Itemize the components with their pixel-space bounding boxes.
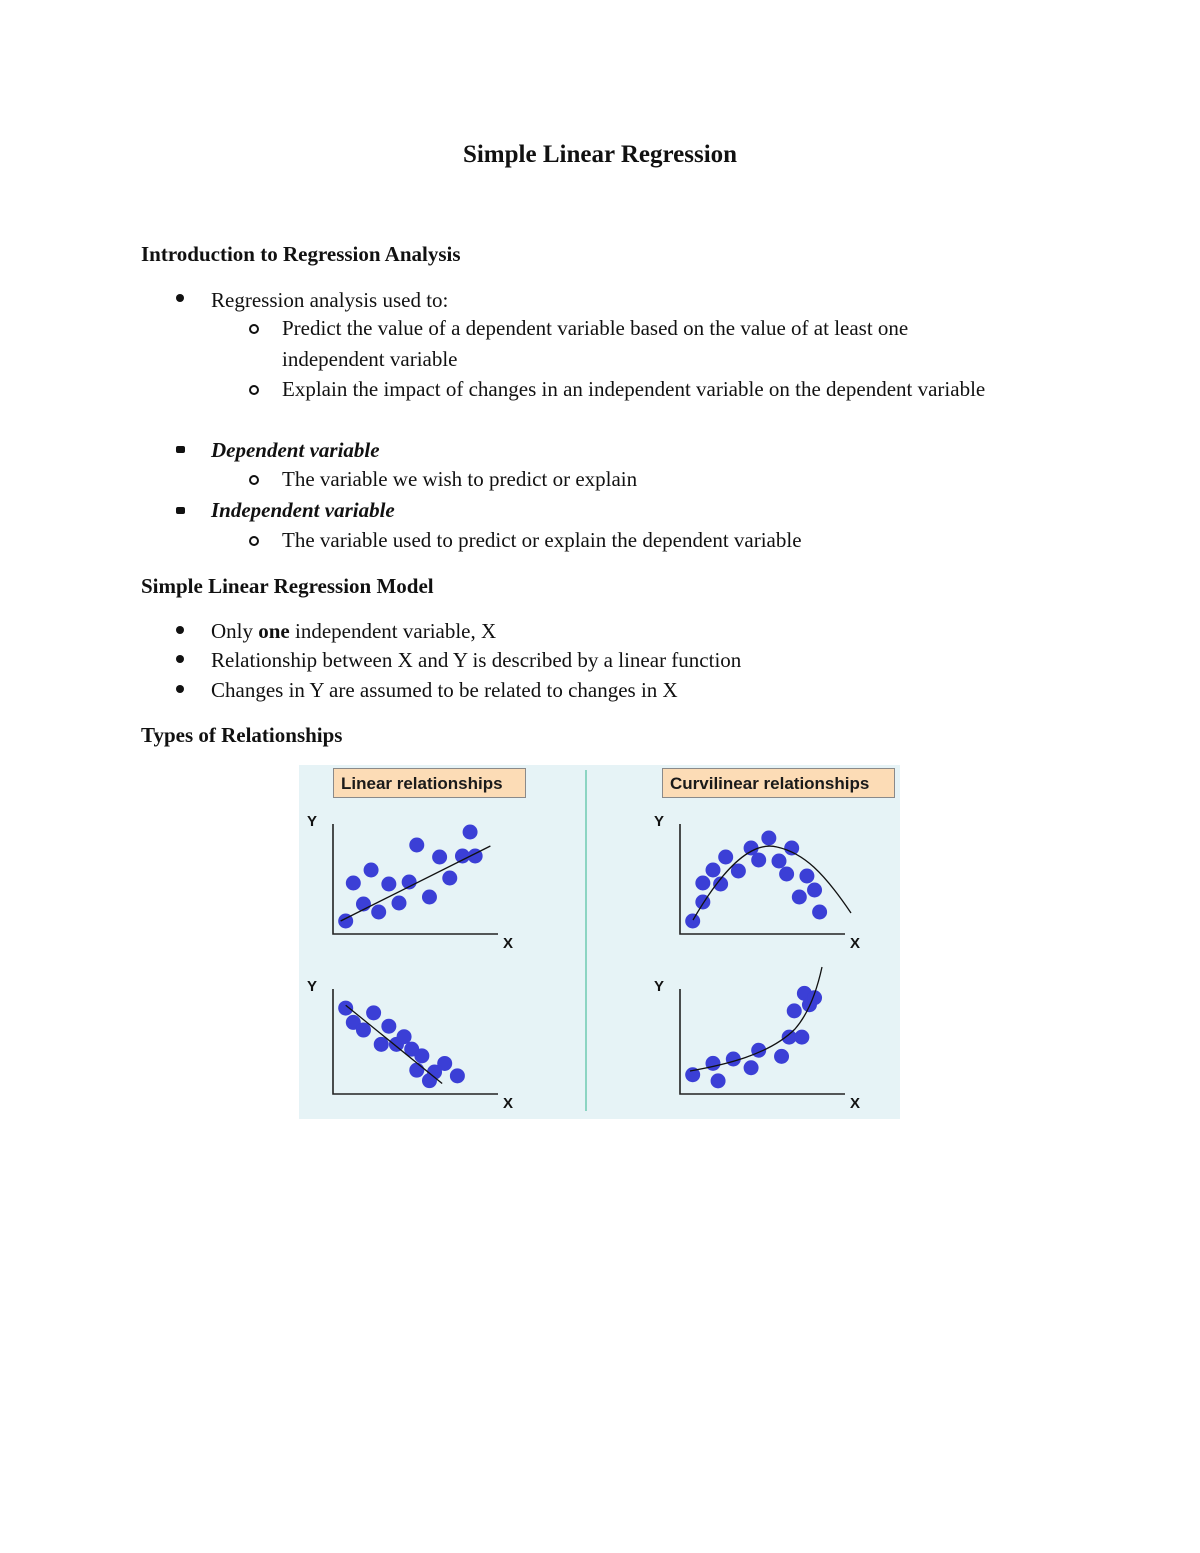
- data-point: [414, 1048, 429, 1063]
- x-axis-label: X: [850, 1095, 861, 1112]
- data-point: [761, 831, 776, 846]
- list-item: Independent variable: [211, 498, 395, 522]
- data-point: [366, 1005, 381, 1020]
- relationships-chart: [299, 765, 900, 1119]
- data-point: [807, 883, 822, 898]
- data-point: [718, 850, 733, 865]
- sub-list-item: The variable used to predict or explain the dependent variable: [282, 528, 802, 552]
- list-item: Regression analysis used to:: [211, 288, 449, 312]
- list-item: [211, 616, 1011, 647]
- page-title: Simple Linear Regression: [462, 141, 738, 168]
- y-axis-label: Y: [307, 978, 318, 995]
- data-point: [381, 877, 396, 892]
- trend-line: [341, 846, 491, 921]
- list-item: Relationship between X and Y is described by a linear function: [211, 648, 742, 672]
- data-point: [392, 896, 407, 911]
- data-point: [338, 1001, 353, 1016]
- sub-list-item: Predict the value of a dependent variable based on the value of at least one independent variable: [282, 316, 909, 371]
- data-point: [706, 863, 721, 878]
- x-axis-label: X: [850, 935, 861, 952]
- x-axis-label: X: [503, 1095, 514, 1112]
- data-point: [792, 890, 807, 905]
- list-item: Changes in Y are assumed to be related to changes in X: [211, 678, 678, 702]
- data-point: [726, 1052, 741, 1067]
- data-point: [422, 890, 437, 905]
- data-point: [381, 1019, 396, 1034]
- circle-bullet-icon: [249, 536, 259, 546]
- data-point: [772, 854, 787, 869]
- sub-list-item: The variable we wish to predict or explain: [282, 467, 638, 491]
- axes: [680, 989, 845, 1094]
- list-item-prefix: Only: [211, 619, 259, 643]
- data-point: [356, 1023, 371, 1038]
- data-point: [794, 1030, 809, 1045]
- data-point: [364, 863, 379, 878]
- data-point: [744, 1060, 759, 1075]
- circle-bullet-icon: [249, 324, 259, 334]
- y-axis-label: Y: [307, 813, 318, 830]
- data-point: [695, 876, 710, 891]
- circle-bullet-icon: [249, 385, 259, 395]
- data-point: [799, 869, 814, 884]
- data-point: [711, 1073, 726, 1088]
- bullet-icon: [176, 294, 184, 302]
- bullet-icon: [176, 685, 184, 693]
- curvilinear-relationships-label: Curvilinear relationships: [662, 768, 895, 798]
- y-axis-label: Y: [654, 978, 665, 995]
- y-axis-label: Y: [654, 813, 665, 830]
- list-item-bold: one: [258, 619, 290, 643]
- section-heading-types: Types of Relationships: [141, 723, 343, 747]
- data-point: [706, 1056, 721, 1071]
- data-point: [784, 841, 799, 856]
- list-item: Dependent variable: [211, 438, 380, 462]
- data-point: [787, 1003, 802, 1018]
- data-point: [409, 1063, 424, 1078]
- data-point: [774, 1049, 789, 1064]
- data-point: [397, 1029, 412, 1044]
- data-point: [346, 876, 361, 891]
- linear-relationships-label: Linear relationships: [333, 768, 526, 798]
- sub-list-item: Explain the impact of changes in an independent variable on the dependent variable: [282, 377, 986, 401]
- data-point: [812, 905, 827, 920]
- x-axis-label: X: [503, 935, 514, 952]
- data-point: [371, 905, 386, 920]
- data-point: [463, 825, 478, 840]
- bullet-icon: [176, 626, 184, 634]
- data-point: [432, 850, 447, 865]
- data-point: [751, 853, 766, 868]
- list-item-suffix: independent variable, X: [289, 619, 497, 643]
- axes: [333, 989, 498, 1094]
- data-point: [437, 1056, 452, 1071]
- relationships-figure: [299, 765, 900, 1119]
- section-heading-intro: Introduction to Regression Analysis: [141, 242, 461, 266]
- bullet-icon: [176, 655, 184, 663]
- data-point: [779, 867, 794, 882]
- data-point: [442, 871, 457, 886]
- trend-line: [346, 1005, 442, 1083]
- section-heading-model: Simple Linear Regression Model: [141, 574, 434, 598]
- trend-curve: [693, 846, 851, 920]
- data-point: [409, 838, 424, 853]
- circle-bullet-icon: [249, 475, 259, 485]
- bullet-icon: [176, 507, 185, 514]
- bullet-icon: [176, 446, 185, 453]
- data-point: [450, 1068, 465, 1083]
- data-point: [685, 914, 700, 929]
